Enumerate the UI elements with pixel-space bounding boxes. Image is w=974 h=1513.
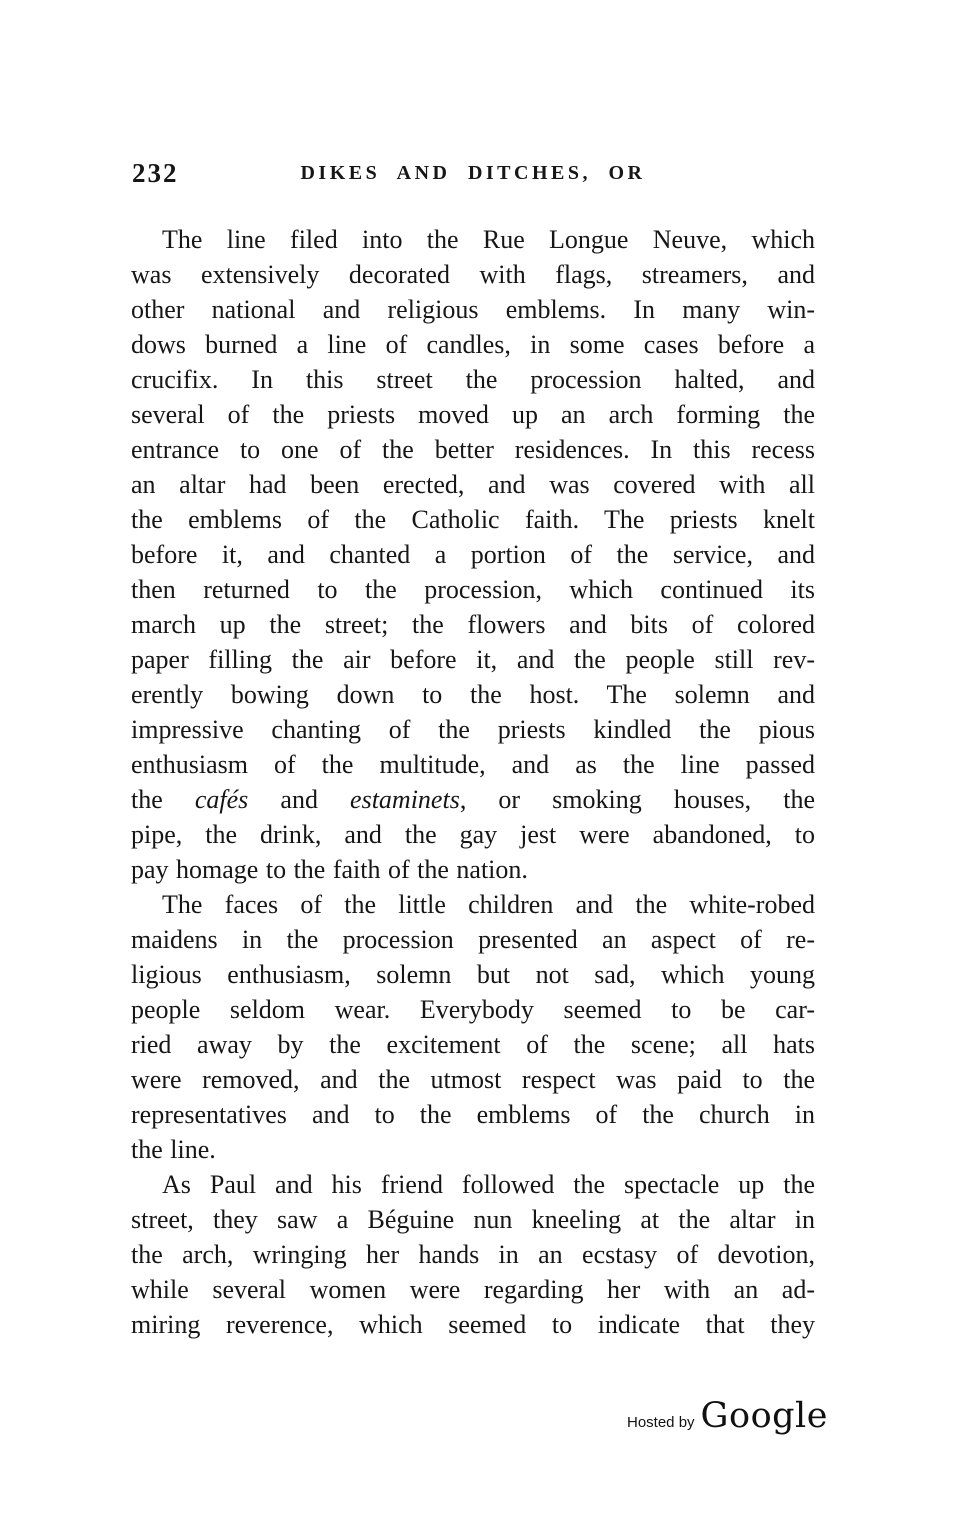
text-line	[131, 1027, 815, 1062]
text-line	[131, 712, 815, 747]
text-segment: an altar had been erected, and was covered with all	[131, 470, 815, 499]
text-line	[131, 607, 815, 642]
text-line	[131, 397, 815, 432]
text-line	[131, 747, 815, 782]
text-segment: enthusiasm of the multitude, and as the line passed	[131, 750, 815, 779]
text-line	[131, 677, 815, 712]
text-segment: erently bowing down to the host. The solemn and	[131, 680, 815, 709]
text-segment: the line.	[131, 1135, 216, 1164]
text-segment: other national and religious emblems. In many win-	[131, 295, 815, 324]
text-line	[131, 1097, 815, 1132]
text-segment: the arch, wringing her hands in an ecstasy of devotion,	[131, 1240, 815, 1269]
text-line	[131, 1237, 815, 1272]
text-segment: march up the street; the flowers and bits of colored	[131, 610, 815, 639]
text-line	[131, 537, 815, 572]
running-head	[131, 158, 815, 190]
text-line	[131, 782, 815, 817]
text-line	[131, 362, 815, 397]
text-segment: and	[248, 785, 351, 814]
text-segment: , or smoking houses, the	[459, 785, 815, 814]
text-segment: then returned to the procession, which continued its	[131, 575, 815, 604]
text-segment: impressive chanting of the priests kindled the pious	[131, 715, 815, 744]
italic-text-segment: estaminets	[350, 785, 460, 814]
text-segment: maidens in the procession presented an aspect of re-	[131, 925, 815, 954]
text-line	[131, 222, 815, 257]
text-segment: ried away by the excitement of the scene; all hats	[131, 1030, 815, 1059]
text-line	[131, 1272, 815, 1307]
text-segment: ligious enthusiasm, solemn but not sad, which young	[131, 960, 815, 989]
text-segment: The faces of the little children and the white-robed	[162, 890, 815, 919]
text-segment: people seldom wear. Everybody seemed to be car-	[131, 995, 815, 1024]
text-line	[131, 1167, 815, 1202]
hosted-by-label: Hosted by	[627, 1414, 695, 1431]
text-segment: was extensively decorated with flags, streamers, and	[131, 260, 815, 289]
running-head-title: DIKES AND DITCHES, OR	[300, 162, 646, 184]
text-segment: pipe, the drink, and the gay jest were abandoned, to	[131, 820, 815, 849]
text-line	[131, 257, 815, 292]
text-line	[131, 922, 815, 957]
hosted-by-google-watermark	[627, 1396, 828, 1436]
page-body-text	[131, 222, 815, 1342]
text-segment: paper filling the air before it, and the people still rev-	[131, 645, 815, 674]
text-line	[131, 957, 815, 992]
text-segment: representatives and to the emblems of the church in	[131, 1100, 815, 1129]
text-segment: the emblems of the Catholic faith. The priests knelt	[131, 505, 815, 534]
text-line	[131, 502, 815, 537]
text-line	[131, 292, 815, 327]
text-line	[131, 817, 815, 852]
text-line	[131, 642, 815, 677]
text-segment: entrance to one of the better residences. In this recess	[131, 435, 815, 464]
text-segment: were removed, and the utmost respect was paid to the	[131, 1065, 815, 1094]
text-segment: street, they saw a Béguine nun kneeling at the altar in	[131, 1205, 815, 1234]
text-segment: As Paul and his friend followed the spectacle up the	[162, 1170, 815, 1199]
text-line	[131, 467, 815, 502]
text-line	[131, 572, 815, 607]
text-segment: the	[131, 785, 195, 814]
text-segment: several of the priests moved up an arch forming the	[131, 400, 815, 429]
text-segment: before it, and chanted a portion of the service, and	[131, 540, 815, 569]
text-line	[131, 1062, 815, 1097]
text-line	[131, 327, 815, 362]
google-logo: Google	[700, 1396, 828, 1436]
text-segment: while several women were regarding her with an ad-	[131, 1275, 815, 1304]
text-line	[131, 887, 815, 922]
page-number: 232	[132, 158, 179, 188]
text-line	[131, 432, 815, 467]
text-segment: crucifix. In this street the procession halted, and	[131, 365, 815, 394]
text-segment: pay homage to the faith of the nation.	[131, 855, 528, 884]
italic-text-segment: cafés	[194, 785, 249, 814]
text-line	[131, 852, 815, 887]
text-line	[131, 1307, 815, 1342]
text-line	[131, 992, 815, 1027]
text-segment: dows burned a line of candles, in some cases before a	[131, 330, 815, 359]
text-segment: The line filed into the Rue Longue Neuve, which	[162, 225, 815, 254]
text-line	[131, 1132, 815, 1167]
text-line	[131, 1202, 815, 1237]
text-segment: miring reverence, which seemed to indicate that they	[131, 1310, 815, 1339]
